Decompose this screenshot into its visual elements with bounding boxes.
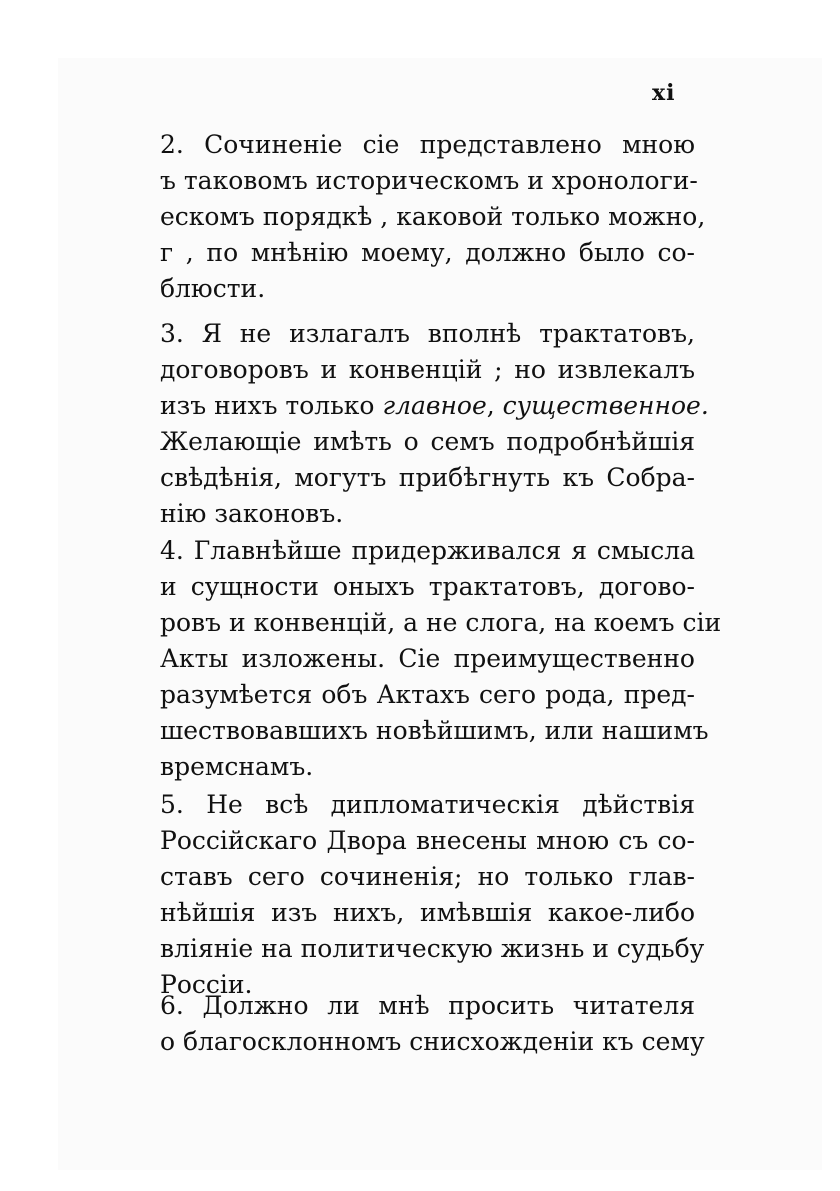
text-run: , [486,391,495,420]
text-line: шествовавшихъ новѣйшимъ, или нашимъ [160,716,709,745]
italic-term: существенное. [502,391,709,420]
paragraph-6 [160,988,705,1060]
text-line: 6. Должно ли мнѣ просить читателя [160,991,695,1020]
text-line: нѣйшія изъ нихъ, имѣвшія какое-либо [160,898,695,927]
text-line: 3. Я не излагалъ вполнѣ трактатовъ, [160,319,695,348]
paragraph-5 [160,787,705,1003]
text-line: ъ таковомъ историческомъ и хронологи- [160,166,698,195]
paragraph-2 [160,127,706,307]
text-line: Россійскаго Двора внесены мною съ со- [160,826,695,855]
paragraph-4 [160,533,722,785]
text-line: разумѣется объ Актахъ сего рода, пред- [160,680,695,709]
text-run: изъ нихъ только [160,391,375,420]
text-line: вліяніе на политическую жизнь и судьбу [160,934,705,963]
paragraph-3 [160,316,709,532]
text-line: блюсти. [160,274,266,303]
italic-term: главное [382,391,487,420]
text-line: 2. Сочиненіе сіе представлено мною [160,130,695,159]
text-line: нію законовъ. [160,499,344,528]
text-line: свѣдѣнія, могутъ прибѣгнуть къ Собра- [160,463,695,492]
text-line: Желающіе имѣть о семъ подробнѣйшія [160,427,695,456]
text-line: ескомъ порядкѣ , каковой только можно, [160,202,706,231]
text-line: Россіи. [160,970,253,999]
text-line: г , по мнѣнію моему, должно было со- [160,238,695,267]
text-line: ставъ сего сочиненія; но только глав- [160,862,695,891]
text-line: времснамъ. [160,752,314,781]
text-line: ровъ и конвенцій, а не слога, на коемъ сіи [160,608,722,637]
text-line: 5. Не всѣ дипломатическія дѣйствія [160,790,695,819]
text-line: 4. Главнѣйше придерживался я смысла [160,536,695,565]
text-line: Акты изложены. Сіе преимущественно [160,644,695,673]
text-line-mixed [160,388,709,424]
text-line: и сущности оныхъ трактатовъ, догово- [160,572,695,601]
text-line: договоровъ и конвенцій ; но извлекалъ [160,355,695,384]
page-number: xi [652,80,676,106]
text-line: о благосклонномъ снисхожденіи къ сему [160,1027,705,1056]
